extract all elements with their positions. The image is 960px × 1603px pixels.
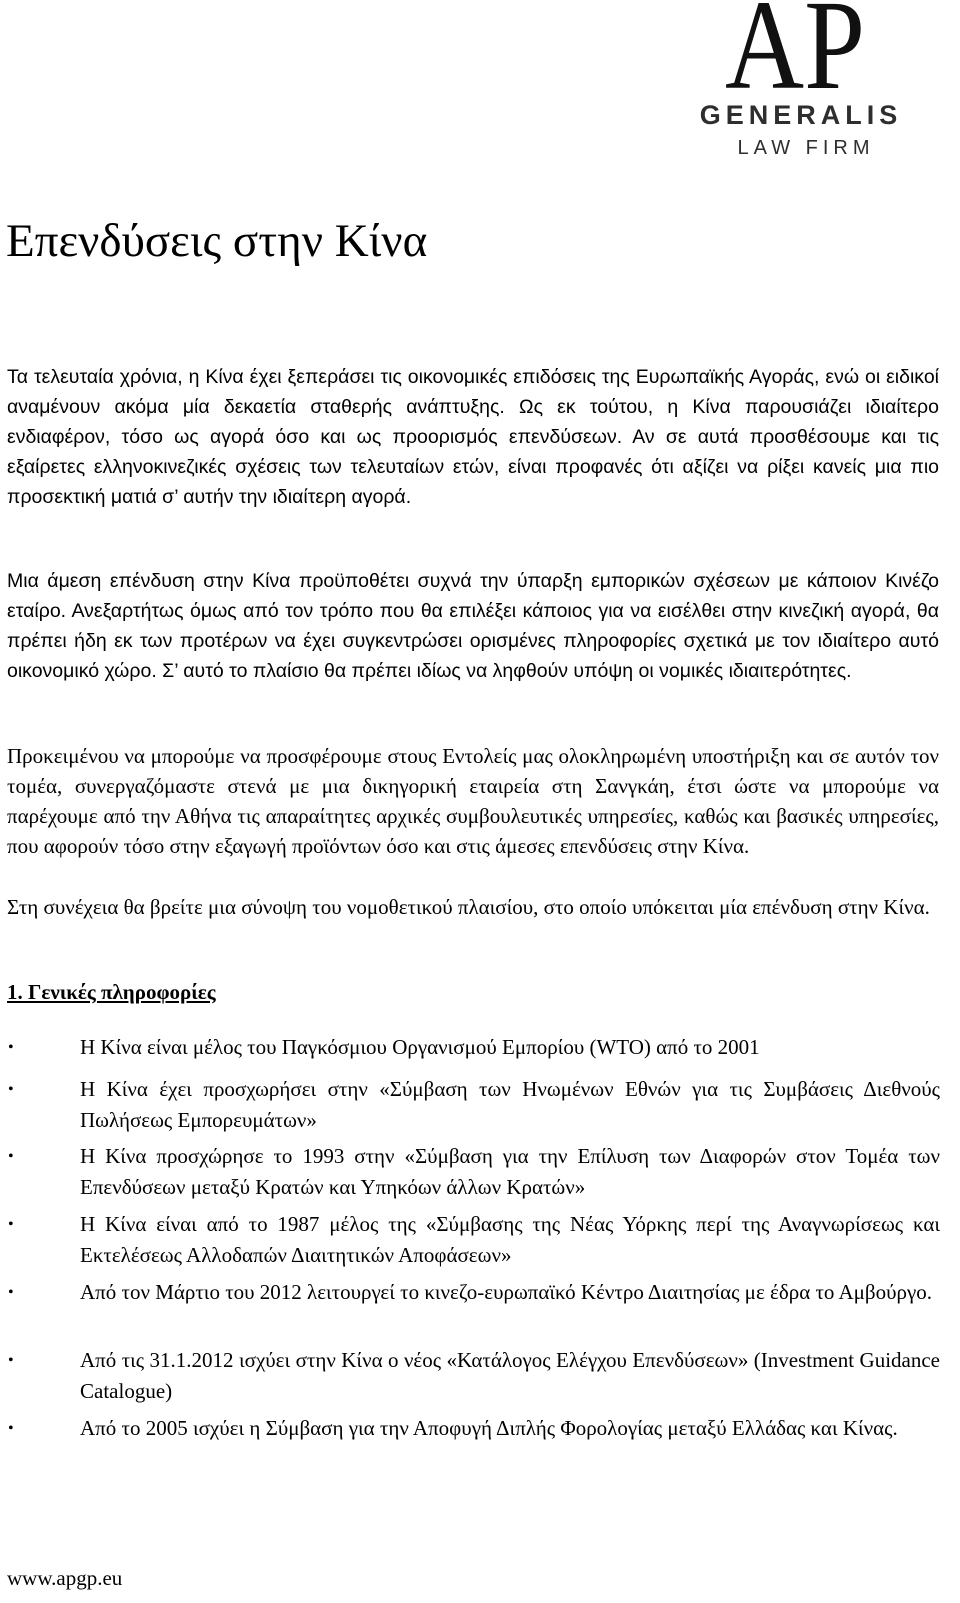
page-title: Επενδύσεις στην Κίνα	[6, 215, 428, 267]
list-item-text: Η Κίνα είναι μέλος του Παγκόσμιου Οργανισμού Εμπορίου (WTO) από το 2001	[80, 1035, 760, 1059]
footer-website[interactable]: www.apgp.eu	[7, 1566, 123, 1590]
firm-name: GENERALIS	[699, 100, 903, 130]
section-heading: 1. Γενικές πληροφορίες	[7, 980, 216, 1004]
bullet-icon: •	[8, 1420, 14, 1437]
firm-subtitle: LAW FIRM	[737, 137, 875, 159]
list-item-text: Από τις 31.1.2012 ισχύει στην Κίνα ο νέος «Κατάλογος Ελέγχου Επενδύσεων» (Investment Guidance Catalogue)	[80, 1348, 940, 1403]
list-item-text: Η Κίνα είναι από το 1987 μέλος της «Σύμβασης της Νέας Υόρκης περί της Αναγνωρίσεως και Εκτελέσεως Αλλοδαπών Διαιτητικών Αποφάσεων»	[80, 1212, 940, 1267]
list-item-text: Η Κίνα έχει προσχωρήσει στην «Σύμβαση των Ηνωμένων Εθνών για τις Συμβάσεις Διεθνούς Πωλήσεως Εμπορευμάτων»	[80, 1077, 940, 1132]
bullet-icon: •	[8, 1216, 14, 1233]
firm-logo	[660, 0, 960, 165]
list-item-text: Από το 2005 ισχύει η Σύμβαση για την Αποφυγή Διπλής Φορολογίας μεταξύ Ελλάδας και Κίνας.	[80, 1416, 898, 1440]
bullet-icon: •	[8, 1284, 14, 1301]
list-item-text: Η Κίνα προσχώρησε το 1993 στην «Σύμβαση για την Επίλυση των Διαφορών στον Τομέα των Επενδύσεων μεταξύ Κρατών και Υπηκόων άλλων Κρατών»	[80, 1144, 940, 1199]
list-item-text: Από τον Μάρτιο του 2012 λειτουργεί το κινεζο-ευρωπαϊκό Κέντρο Διαιτησίας με έδρα το Αμβούργο.	[80, 1280, 932, 1304]
intro-paragraph: Τα τελευταία χρόνια, η Κίνα έχει ξεπεράσει τις οικονομικές επιδόσεις της Ευρωπαϊκής Αγοράς, ενώ οι ειδικοί αναμένουν ακόμα μία δεκαετία σταθερής ανάπτυξης. Ως εκ τούτου, η Κίνα παρουσιάζει ιδιαίτερο ενδιαφέρον, τόσο ως αγορά όσο και ως προορισμός επενδύσεων. Αν σε αυτά προσθέσουμε και τις εξαίρετες ελληνοκινεζικές σχέσεις των τελευταίων ετών, είναι προφανές ότι αξίζει να ρίξει κανείς μια πιο προσεκτική ματιά σ’ αυτήν την ιδιαίτερη αγορά.	[7, 366, 939, 508]
bullet-icon: •	[8, 1148, 14, 1165]
summary-paragraph: Στη συνέχεια θα βρείτε μια σύνοψη του νομοθετικού πλαισίου, στο οποίο υπόκειται μία επένδυση στην Κίνα.	[7, 895, 930, 919]
bullet-icon: •	[8, 1081, 14, 1098]
ap-monogram	[720, 0, 870, 98]
svg-text:AP: AP	[725, 0, 865, 100]
bullet-icon: •	[8, 1352, 14, 1369]
investment-paragraph: Μια άμεση επένδυση στην Κίνα προϋποθέτει συχνά την ύπαρξη εμπορικών σχέσεων με κάποιον Κινέζο εταίρο. Ανεξαρτήτως όμως από τον τρόπο που θα επιλέξει κάποιος για να εισέλθει στην κινεζική αγορά, θα πρέπει ήδη εκ των προτέρων να έχει συγκεντρώσει ορισμένες πληροφορίες σχετικά με τον ιδιαίτερο αυτό οικονομικό χώρο. Σ’ αυτό το πλαίσιο θα πρέπει ιδίως να ληφθούν υπόψη οι νομικές ιδιαιτερότητες.	[7, 570, 939, 682]
services-paragraph: Προκειμένου να μπορούμε να προσφέρουμε στους Εντολείς μας ολοκληρωμένη υποστήριξη και σε αυτόν τον τομέα, συνεργαζόμαστε στενά με μια δικηγορική εταιρεία στη Σανγκάη, έτσι ώστε να μπορούμε να παρέχουμε από την Αθήνα τις απαραίτητες αρχικές συμβουλευτικές υπηρεσίες, καθώς και βασικές υπηρεσίες, που αφορούν τόσο στην εξαγωγή προϊόντων όσο και στις άμεσες επενδύσεις στην Κίνα.	[7, 744, 939, 858]
bullet-icon: •	[8, 1039, 14, 1056]
